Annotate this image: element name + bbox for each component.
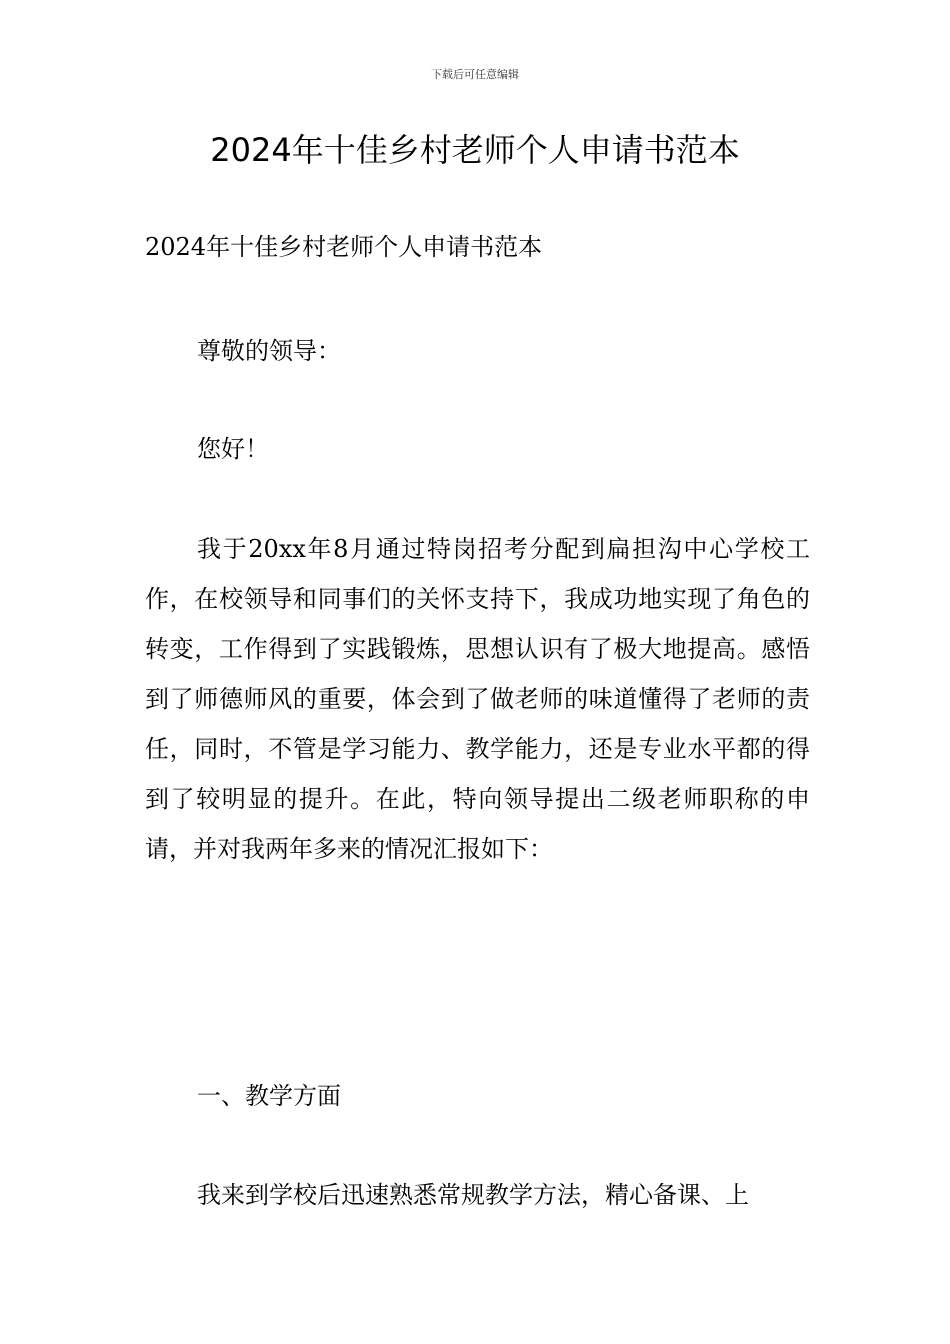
intro-paragraph: 我于20xx年8月通过特岗招考分配到扁担沟中心学校工作，在校领导和同事们的关怀支持下，我成功地实现了角色的转变，工作得到了实践锻炼，思想认识有了极大地提高。感悟到了师德师风的重要，体会到了做老师的味道懂得了老师的责任，同时，不管是学习能力、教学能力，还是专业水平都的得到了较明显的提升。在此，特向领导提出二级老师职称的申请，并对我两年多来的情况汇报如下： (145, 535, 810, 863)
greeting: 您好！ (197, 435, 269, 463)
document-subtitle: 2024年十佳乡村老师个人申请书范本 (145, 233, 543, 261)
header-note: 下载后可任意编辑 (431, 68, 519, 81)
section-heading: 一、教学方面 (197, 1082, 341, 1110)
section-paragraph: 我来到学校后迅速熟悉常规教学方法，精心备课、上 (197, 1181, 749, 1209)
salutation: 尊敬的领导： (197, 337, 341, 365)
document-title: 2024年十佳乡村老师个人申请书范本 (210, 131, 740, 169)
